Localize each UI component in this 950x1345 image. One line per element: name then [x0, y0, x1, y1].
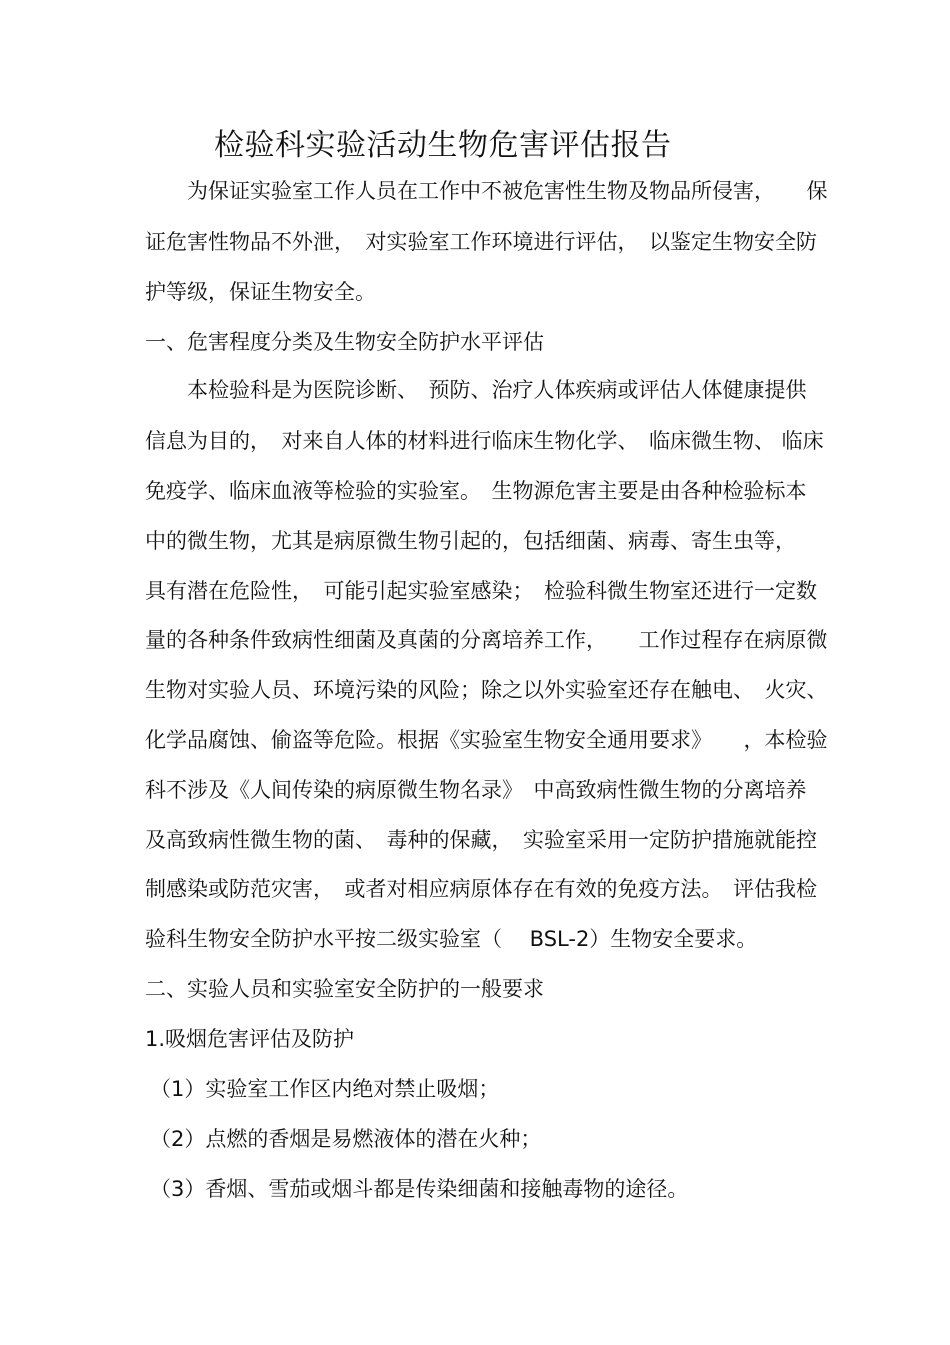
section-2-heading: 二、实验人员和实验室安全防护的一般要求 — [145, 977, 544, 1001]
section-1-line-8: 化学品腐蚀、偷盗等危险。根据《实验室生物安全通用要求》 ，本检验 — [145, 728, 828, 752]
section-1-line-1: 本检验科是为医院诊断、 预防、治疗人体疾病或评估人体健康提供 — [187, 378, 807, 402]
section-2-subheading: 1.吸烟危害评估及防护 — [145, 1027, 355, 1051]
section-1-heading: 一、危害程度分类及生物安全防护水平评估 — [145, 330, 544, 354]
intro-line-1: 为保证实验室工作人员在工作中不被危害性生物及物品所侵害， 保 — [187, 179, 828, 203]
section-1-line-7: 生物对实验人员、环境污染的风险；除之以外实验室还存在触电、 火灾、 — [145, 678, 828, 702]
section-1-line-10: 及高致病性微生物的菌、 毒种的保藏， 实验室采用一定防护措施就能控 — [145, 828, 817, 852]
intro-line-3: 护等级，保证生物安全。 — [145, 280, 376, 304]
section-1-line-3: 免疫学、临床血液等检验的实验室。 生物源危害主要是由各种检验标本 — [145, 479, 807, 503]
list-item: （1）实验室工作区内绝对禁止吸烟； — [150, 1077, 500, 1101]
intro-line-2: 证危害性物品不外泄， 对实验室工作环境进行评估， 以鉴定生物安全防 — [145, 230, 817, 254]
section-1-line-4: 中的微生物，尤其是病原微生物引起的，包括细菌、病毒、寄生虫等， — [145, 529, 796, 553]
section-1-line-5: 具有潜在危险性， 可能引起实验室感染； 检验科微生物室还进行一定数 — [145, 579, 817, 603]
section-1-line-11: 制感染或防范灾害， 或者对相应病原体存在有效的免疫方法。 评估我检 — [145, 877, 817, 901]
list-item: （3）香烟、雪茄或烟斗都是传染细菌和接触毒物的途径。 — [150, 1177, 689, 1201]
document-title: 检验科实验活动生物危害评估报告 — [214, 128, 672, 163]
section-1-line-9: 科不涉及《人间传染的病原微生物名录》 中高致病性微生物的分离培养 — [145, 778, 807, 802]
list-item: （2）点燃的香烟是易燃液体的潜在火种； — [150, 1127, 542, 1151]
section-1-line-6: 量的各种条件致病性细菌及真菌的分离培养工作， 工作过程存在病原微 — [145, 628, 828, 652]
section-1-line-12: 验科生物安全防护水平按二级实验室（ BSL-2）生物安全要求。 — [145, 927, 758, 951]
section-1-line-2: 信息为目的， 对来自人体的材料进行临床生物化学、 临床微生物、 临床 — [145, 429, 824, 453]
